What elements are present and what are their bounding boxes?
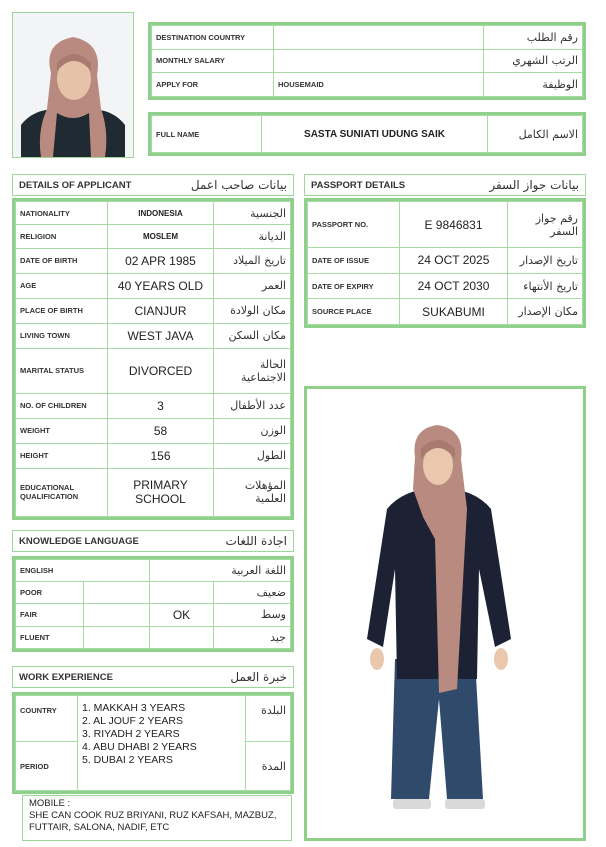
applicant-row-ar: الديانة (214, 225, 291, 248)
applicant-row-label: HEIGHT (16, 443, 108, 468)
passport-header (304, 174, 586, 196)
passport-row-label: SOURCE PLACE (308, 299, 400, 325)
destination-country-value (274, 26, 484, 50)
language-row-ar: وسط (214, 603, 291, 626)
skills-note: SHE CAN COOK RUZ BRIYANI, RUZ KAFSAH, MAZBUZ, FUTTAIR, SALONA, NADIF, ETC (29, 810, 277, 833)
language-row-label: FAIR (16, 603, 84, 626)
applicant-row-label: EDUCATIONAL QUALIFICATION (16, 468, 108, 516)
applicant-row-ar: المؤهلات العلمية (214, 468, 291, 516)
work-header (12, 666, 294, 688)
applicant-row-label: LIVING TOWN (16, 323, 108, 348)
full-name-box (148, 112, 586, 156)
language-row-value (150, 627, 214, 649)
applicant-row-value: WEST JAVA (108, 323, 214, 348)
language-title: KNOWLEDGE LANGUAGE (19, 535, 139, 547)
monthly-salary-value (274, 49, 484, 73)
work-table (15, 695, 291, 791)
language-box (12, 556, 294, 652)
monthly-salary-ar: الرتب الشهري (484, 49, 583, 73)
language-row (16, 581, 291, 603)
applicant-row-value: 3 (108, 393, 214, 418)
applicant-row-ar: تاريخ الميلاد (214, 248, 291, 273)
applicant-row-ar: العمر (214, 273, 291, 298)
passport-row-value: 24 OCT 2025 (400, 248, 508, 274)
monthly-salary-label: MONTHLY SALARY (152, 49, 274, 73)
passport-row-ar: تاريخ الإصدار (508, 248, 583, 274)
applicant-row-label: AGE (16, 273, 108, 298)
applicant-title-ar: بيانات صاحب اعمل (190, 178, 287, 192)
work-entry: 5. DUBAI 2 YEARS (82, 754, 173, 766)
top-info-box (148, 22, 586, 100)
applicant-row-value: DIVORCED (108, 348, 214, 393)
applicant-row-value: CIANJUR (108, 298, 214, 323)
applicant-row-label: MARITAL STATUS (16, 348, 108, 393)
language-row (16, 603, 291, 626)
applicant-row (16, 418, 291, 443)
work-title-ar: خبرة العمل (230, 670, 287, 684)
full-body-photo (307, 389, 583, 838)
full-name-value: SASTA SUNIATI UDUNG SAIK (262, 116, 488, 153)
applicant-row-ar: عدد الأطفال (214, 393, 291, 418)
applicant-row-label: NO. OF CHILDREN (16, 393, 108, 418)
applicant-row-ar: الحالة الاجتماعية (214, 348, 291, 393)
language-header (12, 530, 294, 552)
applicant-row-ar: الجنسية (214, 202, 291, 225)
passport-row-ar: رقم جواز السفر (508, 202, 583, 248)
passport-row-ar: تاريخ الأنتهاء (508, 273, 583, 299)
language-row-label: POOR (16, 581, 84, 603)
destination-country-label: DESTINATION COUNTRY (152, 26, 274, 50)
applicant-row (16, 468, 291, 516)
passport-box (304, 198, 586, 328)
applicant-row (16, 225, 291, 248)
applicant-row-ar: الوزن (214, 418, 291, 443)
applicant-row-label: WEIGHT (16, 418, 108, 443)
passport-row-value: E 9846831 (400, 202, 508, 248)
full-name-ar: الاسم الكامل (488, 116, 583, 153)
applicant-title: DETAILS OF APPLICANT (19, 179, 132, 191)
applicant-row (16, 298, 291, 323)
applicant-row-value: 40 YEARS OLD (108, 273, 214, 298)
passport-table (307, 201, 583, 325)
language-row-blank (84, 627, 150, 649)
passport-row-value: 24 OCT 2030 (400, 273, 508, 299)
work-entry: 3. RIYADH 2 YEARS (82, 728, 180, 740)
passport-title: PASSPORT DETAILS (311, 179, 406, 191)
passport-row-value: SUKABUMI (400, 299, 508, 325)
language-row-value: OK (150, 603, 214, 626)
full-body-photo-frame (304, 386, 586, 841)
work-entry: 4. ABU DHABI 2 YEARS (82, 741, 197, 753)
language-row-blank (84, 581, 150, 603)
applicant-row-ar: مكان الولادة (214, 298, 291, 323)
arabic-language-ar: اللغة العربية (150, 560, 291, 582)
language-row-value (150, 581, 214, 603)
work-country-ar: البلدة (246, 696, 291, 742)
portrait-photo (12, 12, 134, 158)
passport-row (308, 273, 583, 299)
passport-row-ar: مكان الإصدار (508, 299, 583, 325)
request-number-ar: رقم الطلب (484, 26, 583, 50)
passport-row (308, 299, 583, 325)
applicant-row-value: PRIMARY SCHOOL (108, 468, 214, 516)
work-entry: 2. AL JOUF 2 YEARS (82, 715, 183, 727)
full-name-table (151, 115, 583, 153)
applicant-row (16, 248, 291, 273)
applicant-table (15, 201, 291, 517)
mobile-label: MOBILE : (29, 798, 71, 809)
language-title-ar: اجادة اللغات (225, 534, 287, 548)
applicant-row (16, 273, 291, 298)
passport-row (308, 202, 583, 248)
applicant-row (16, 393, 291, 418)
applicant-row-label: PLACE OF BIRTH (16, 298, 108, 323)
work-entries (78, 696, 246, 791)
work-period-ar: المدة (246, 742, 291, 791)
work-entry: 1. MAKKAH 3 YEARS (82, 702, 186, 714)
language-row-blank (84, 603, 150, 626)
language-row (16, 627, 291, 649)
work-box (12, 692, 294, 794)
passport-row-label: PASSPORT NO. (308, 202, 400, 248)
apply-for-label: APPLY FOR (152, 73, 274, 97)
applicant-row (16, 323, 291, 348)
passport-row-label: DATE OF ISSUE (308, 248, 400, 274)
passport-row (308, 248, 583, 274)
passport-title-ar: بيانات جواز السفر (489, 178, 579, 192)
language-row-ar: جيد (214, 627, 291, 649)
applicant-row-ar: الطول (214, 443, 291, 468)
applicant-row-label: RELIGION (16, 225, 108, 248)
language-row-ar: ضعيف (214, 581, 291, 603)
applicant-row-value: MOSLEM (108, 225, 214, 248)
applicant-row-value: 156 (108, 443, 214, 468)
passport-row-label: DATE OF EXPIRY (308, 273, 400, 299)
applicant-row (16, 202, 291, 225)
work-period-label: PERIOD (16, 742, 78, 791)
language-row-label: FLUENT (16, 627, 84, 649)
apply-for-value: HOUSEMAID (274, 73, 484, 97)
notes-box (22, 795, 292, 841)
applicant-row-value: 02 APR 1985 (108, 248, 214, 273)
portrait-illustration (13, 13, 133, 157)
applicant-row-ar: مكان السكن (214, 323, 291, 348)
applicant-row (16, 348, 291, 393)
work-title: WORK EXPERIENCE (19, 671, 113, 683)
applicant-row-value: 58 (108, 418, 214, 443)
top-info-table (151, 25, 583, 97)
applicant-row-value: INDONESIA (108, 202, 214, 225)
language-table (15, 559, 291, 649)
applicant-row (16, 443, 291, 468)
applicant-box (12, 198, 294, 520)
full-name-label: FULL NAME (152, 116, 262, 153)
applicant-header (12, 174, 294, 196)
applicant-row-label: NATIONALITY (16, 202, 108, 225)
work-country-label: COUNTRY (16, 696, 78, 742)
applicant-row-label: DATE OF BIRTH (16, 248, 108, 273)
english-label: ENGLISH (16, 560, 150, 582)
apply-for-ar: الوظيفة (484, 73, 583, 97)
